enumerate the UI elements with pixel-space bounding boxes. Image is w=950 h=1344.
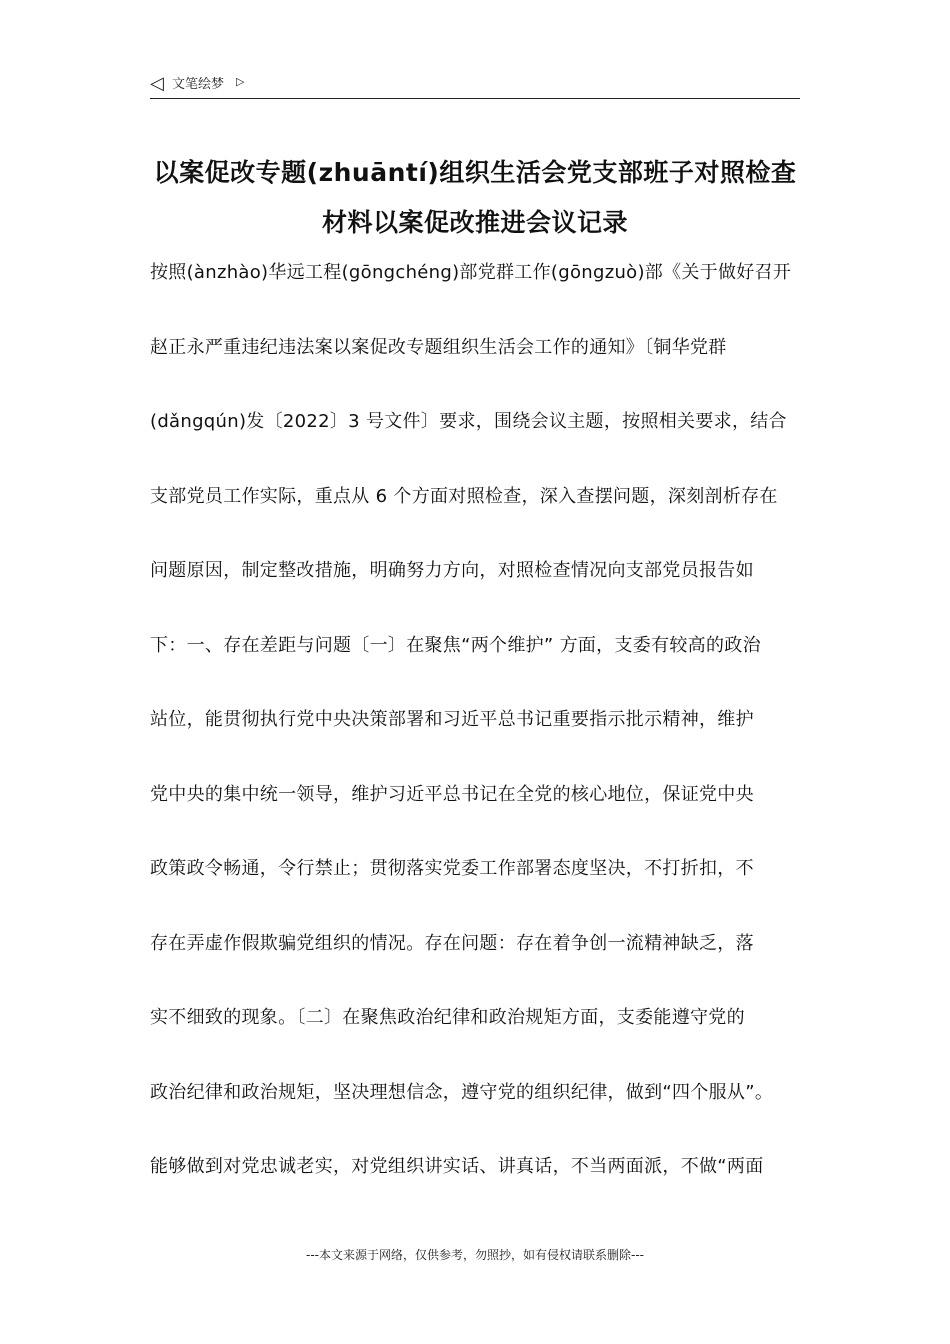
title-line: 以案促改专题(zhuāntí)组织生活会党支部班子对照检查 [153,158,797,187]
body-line: 按照(ànzhào)华远工程(gōngchéng)部党群工作(gōngzuò)部《关于做好召开 [150,262,792,283]
title-line: 材料以案促改推进会议记录 [321,208,628,237]
document-body [150,236,800,1205]
triangle-right-icon: ▷ [236,75,245,88]
body-line: 实不细致的现象。〔二〕在聚焦政治纪律和政治规矩方面，支委能遵守党的 [150,1007,745,1028]
footer-disclaimer: ---本文来源于网络，仅供参考，勿照抄，如有侵权请联系删除--- [306,1248,644,1262]
page-header [150,72,800,99]
body-line: 政治纪律和政治规矩，坚决理想信念，遵守党的组织纪律，做到“四个服从”。 [150,1081,774,1103]
header-brand: 文笔绘梦 [172,77,225,92]
body-line: (dǎngqún)发〔2022〕3 号文件〕要求，围绕会议主题，按照相关要求，结合 [150,411,787,432]
body-line: 问题原因，制定整改措施，明确努力方向，对照检查情况向支部党员报告如 [150,560,754,581]
body-line: 党中央的集中统一领导，维护习近平总书记在全党的核心地位，保证党中央 [150,783,754,805]
body-line: 下：一、存在差距与问题〔一〕在聚焦“两个维护” 方面，支委有较高的政治 [150,634,761,656]
body-line: 能够做到对党忠诚老实，对党组织讲实话、讲真话，不当两面派，不做“两面 [150,1156,764,1177]
body-line: 支部党员工作实际，重点从 6 个方面对照检查，深入查摆问题，深刻剖析存在 [150,485,778,507]
body-line: 存在弄虚作假欺骗党组织的情况。存在问题：存在着争创一流精神缺乏，落 [150,932,754,954]
triangle-left-icon: ◁ [150,73,164,94]
document-title [150,148,800,248]
body-line: 赵正永严重违纪违法案以案促改专题组织生活会工作的通知》〔铜华党群 [150,336,727,358]
body-line: 政策政令畅通，令行禁止；贯彻落实党委工作部署态度坚决，不打折扣，不 [150,858,754,879]
body-line: 站位，能贯彻执行党中央决策部署和习近平总书记重要指示批示精神，维护 [150,709,754,730]
